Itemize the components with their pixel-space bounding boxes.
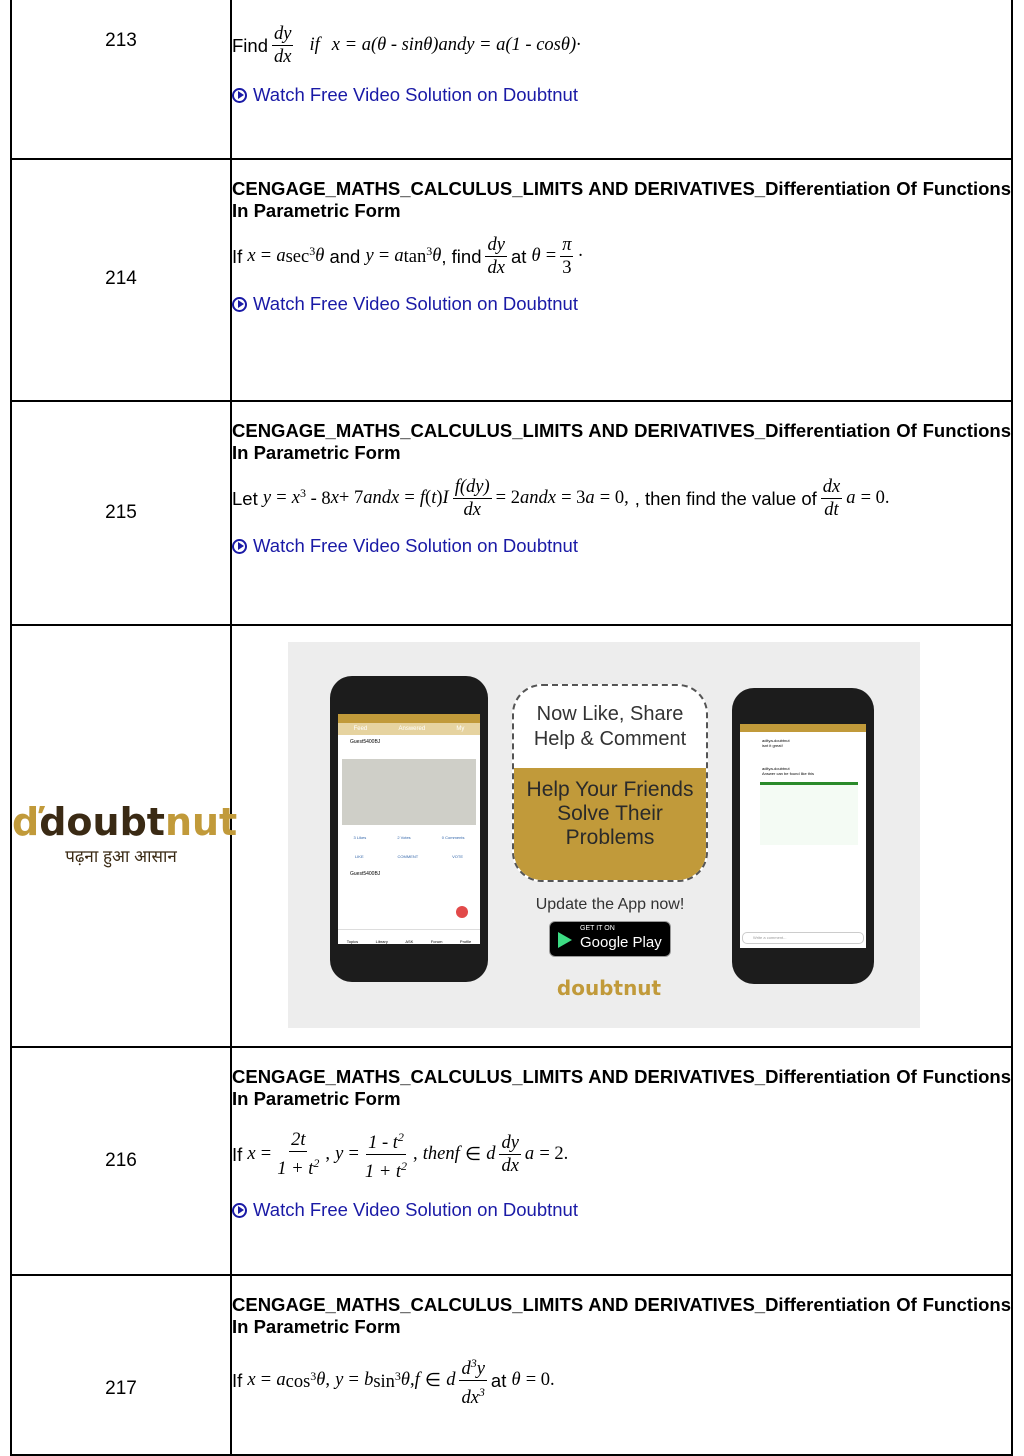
question-number: 217 <box>105 1378 137 1399</box>
question-table <box>10 0 1013 1456</box>
question-body-cell <box>231 159 1012 401</box>
question-text: If x = a $\cos^3$ θ , y = b $\sin^3$ θ , f ∈ d $\frac{d^3y}{dx^3}$ at θ = 0. <box>232 1352 1011 1409</box>
footer-logo: doubtnut <box>556 976 662 1000</box>
update-app-text: Update the App now! <box>535 896 685 913</box>
question-number: 216 <box>105 1150 137 1171</box>
question-heading: CENGAGE_MATHS_CALCULUS_LIMITS AND DERIVATIVES_Differentiation Of Functions In Parametric Form <box>232 420 1011 463</box>
question-row-213 <box>11 0 1012 159</box>
fraction-d3y-dx3: $\frac{d^3y}{dx^3}$ <box>459 1352 486 1409</box>
watch-video-link[interactable]: Watch Free Video Solution on Doubtnut <box>232 84 1011 106</box>
phone-right <box>732 688 874 984</box>
promo-banner-cell <box>231 625 1012 1047</box>
question-text: If x = $\frac{2t}{1 + t^2}$ , y = $\frac{1 - t^2}{1 + t^2}$ , thenf ∈ d $\frac{dy}{dx}$ a = 2. <box>232 1126 1011 1183</box>
question-body-cell <box>231 1275 1012 1455</box>
question-body-cell <box>231 0 1012 159</box>
phone-left-screen: Feed Answered My Guest5400BJ 3 Likes 2 Votes 0 Comments LIKE COMMENT VOTE Guest5400BJ Topics Library ASK Forum Profile <box>338 714 480 944</box>
fraction-dy-dx: $\frac{dy}{dx}$ <box>501 1133 519 1177</box>
question-image <box>342 759 476 825</box>
fraction-1-t2: $\frac{1 - t^2}{1 + t^2}$ <box>363 1126 409 1183</box>
watch-video-link[interactable]: Watch Free Video Solution on Doubtnut <box>232 1199 1011 1221</box>
question-number-cell <box>11 1275 231 1455</box>
play-icon <box>232 1203 247 1218</box>
question-row-215 <box>11 401 1012 625</box>
fab-button[interactable] <box>456 906 468 918</box>
fraction-fdy-dx: $\frac{f(dy)}{dx}$ <box>454 477 490 520</box>
phone-left <box>330 676 488 982</box>
math-expression: x = a(θ - sinθ)andy = a(1 - cosθ)· <box>331 35 581 55</box>
question-heading: CENGAGE_MATHS_CALCULUS_LIMITS AND DERIVATIVES_Differentiation Of Functions In Parametric Form <box>232 178 1011 221</box>
question-row-214 <box>11 159 1012 401</box>
doubtnut-logo: ďdoubtnut पढ़ना हुआ आसान <box>12 800 238 866</box>
watch-video-link[interactable]: Watch Free Video Solution on Doubtnut <box>232 293 1011 315</box>
question-number-cell <box>11 159 231 401</box>
google-play-button[interactable]: GET IT ON Google Play <box>549 921 671 957</box>
play-icon <box>232 539 247 554</box>
question-row-216 <box>11 1047 1012 1275</box>
question-text: Find $\frac{dy}{dx}$ if x = a(θ - sinθ)andy = a(1 - cosθ)· <box>232 24 581 67</box>
answer-image <box>760 782 858 845</box>
fraction-dy-dx: $\frac{dy}{dx}$ <box>274 24 292 67</box>
question-text: If x = a $\sec^3$ θ and y = a $\tan^3$ θ , find $\frac{dy}{dx}$ at θ = $\frac{\pi}{3}$ · <box>232 235 584 278</box>
play-icon <box>232 297 247 312</box>
fraction-dx-dt: $\frac{dx}{dt}$ <box>822 477 841 520</box>
promo-bubble: Now Like, Share Help & Comment Help Your Friends Solve Their Problems <box>512 684 708 882</box>
fraction-pi-3: $\frac{\pi}{3}$ <box>562 235 572 278</box>
question-number-cell <box>11 0 231 159</box>
phone-right-screen: aditya-doubtnut isnt it great! aditya-doubtnut Answer can be found like this Write a comment... <box>740 724 866 948</box>
question-text: Let y = x $^3$ - 8 x + 7 andx = f ( t ) I $\frac{f(dy)}{dx}$ = 2 andx = 3 a = 0, , then find the value of $\frac{dx}{dt}$ a = 0. <box>232 477 890 520</box>
question-body-cell <box>231 401 1012 625</box>
question-number: 213 <box>105 30 137 51</box>
fraction-2t: $\frac{2t}{1 + t^2}$ <box>277 1130 320 1180</box>
promo-row <box>11 625 1012 1047</box>
question-heading: CENGAGE_MATHS_CALCULUS_LIMITS AND DERIVATIVES_Differentiation Of Functions In Parametric Form <box>232 1066 1011 1109</box>
brand-logo-cell <box>11 625 238 1047</box>
question-body-cell <box>231 1047 1012 1275</box>
play-icon <box>232 88 247 103</box>
question-number: 215 <box>105 502 137 523</box>
google-play-icon <box>558 932 572 948</box>
question-heading: CENGAGE_MATHS_CALCULUS_LIMITS AND DERIVATIVES_Differentiation Of Functions In Parametric Form <box>232 1294 1011 1337</box>
fraction-dy-dx: $\frac{dy}{dx}$ <box>487 235 505 278</box>
question-number-cell <box>11 401 231 625</box>
logo-tagline: पढ़ना हुआ आसान <box>65 847 177 866</box>
promo-banner <box>288 642 920 1028</box>
question-number-cell <box>11 1047 231 1275</box>
question-row-217 <box>11 1275 1012 1455</box>
question-number: 214 <box>105 268 137 289</box>
comment-input[interactable]: Write a comment... <box>742 932 864 944</box>
logo-glyph-icon: ď <box>12 800 40 844</box>
watch-video-link[interactable]: Watch Free Video Solution on Doubtnut <box>232 535 1011 557</box>
